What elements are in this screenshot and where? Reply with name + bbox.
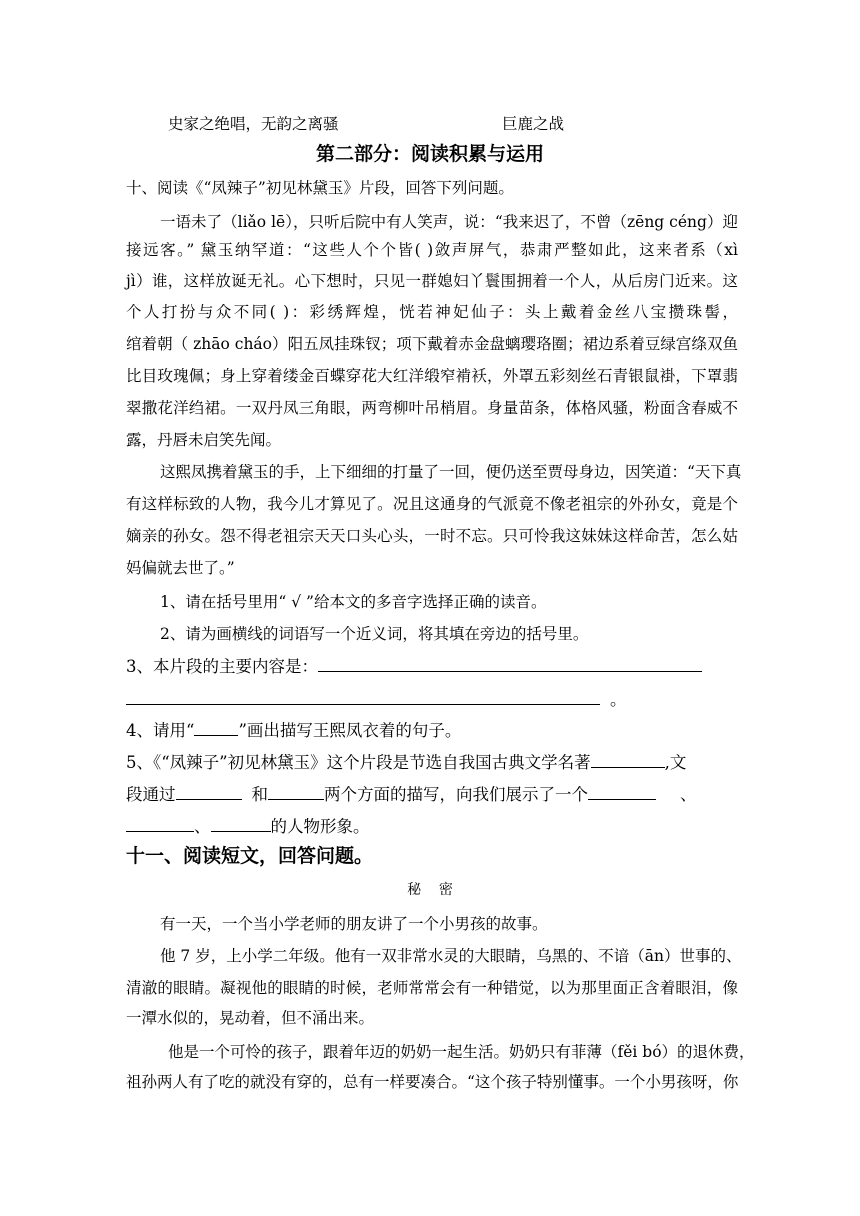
sub5-h: 的人物形象。 (270, 817, 370, 836)
part2-title: 第二部分：阅读积累与运用 (315, 143, 544, 165)
q10-p2-line: 这熙凤携着黛玉的手，上下细细的打量了一回，便仍送至贾母身边，因笑道：“天下真 (160, 463, 742, 481)
q10-p2-line: 有这样标致的人物，我今儿才算见了。况且这通身的气派竟不像老祖宗的外孙女，竟是个 (126, 495, 738, 513)
q10-p1-line: 比目玫瑰佩；身上穿着缕金百蝶穿花大红洋缎窄褃袄，外罩五彩刻丝石青银鼠褂，下罩翡 (126, 367, 738, 385)
story-line: 一潭水似的，晃动着，但不涌出来。 (126, 1009, 375, 1027)
sub4-prefix: 4、请用“ (126, 721, 195, 740)
q10-p1-line: 露，丹唇未启笑先闻。 (126, 431, 282, 449)
sub3-end: 。 (610, 690, 627, 709)
sub5-aspect1-blank[interactable] (176, 783, 242, 800)
q10-p1-line: 接远客。” 黛玉纳罕道：“这些人个个皆( )敛声屏气，恭肃严整如此，这来者系（xì (126, 241, 738, 259)
story-line: 清澈的眼睛。凝视他的眼睛的时候，老师常常会有一种错觉，以为那里面正含着眼泪，像 (126, 979, 738, 997)
sub5-a: 5、《“凤辣子”初见林黛玉》这个片段是节选自我国古典文学名著 (126, 753, 591, 772)
q10-sub3 (126, 655, 738, 677)
q10-sub4 (126, 719, 738, 741)
sub5-trait1-blank[interactable] (588, 783, 656, 800)
sub5-b: ,文 (664, 753, 687, 772)
sub5-aspect2-blank[interactable] (268, 783, 324, 800)
q10-sub5-cont (126, 783, 738, 805)
story-line: 有一天，一个当小学老师的朋友讲了一个小男孩的故事。 (160, 915, 548, 933)
q10-p1-line: 翠撒花洋绉裙。一双丹凤三角眼，两弯柳叶吊梢眉。身量苗条，体格风骚，粉面含春威不 (126, 399, 738, 417)
story-line: 他 7 岁，上小学二年级。他有一双非常水灵的大眼睛，乌黑的、不谙（ān）世事的、 (160, 947, 742, 965)
sub5-g: 、 (194, 817, 211, 836)
sub3-label: 3、本片段的主要内容是： (126, 657, 318, 676)
q10-sub5-cont2 (126, 815, 738, 837)
q10-p1-line: jì）谁，这样放诞无礼。心下想时，只见一群媳妇丫鬟围拥着一个人，从后房门近来。这 (126, 272, 738, 290)
story-title: 秘 密 (407, 882, 453, 898)
sub3-answer-blank[interactable] (318, 655, 702, 672)
top-left-text: 史家之绝唱，无韵之离骚 (168, 115, 339, 133)
q10-p2-line: 嫡亲的孙女。怨不得老祖宗天天口头心头，一时不忘。只可怜我这妹妹这样命苦，怎么姑 (126, 527, 738, 545)
sub5-trait2-blank[interactable] (126, 815, 194, 832)
sub4-suffix: ”画出描写王熙凤衣着的句子。 (238, 721, 462, 740)
q10-p1-line: 个人打扮与众不同( )：彩绣辉煌，恍若神妃仙子：头上戴着金丝八宝攒珠髻， (126, 303, 738, 321)
story-line: 祖孙两人有了吃的就没有穿的，总有一样要凑合。“这个孩子特别懂事。一个小男孩呀，你 (126, 1073, 739, 1091)
q10-title: 十、阅读《“凤辣子”初见林黛玉》片段，回答下列问题。 (126, 179, 514, 197)
q10-sub3-cont (126, 688, 738, 710)
sub4-line-sample (194, 719, 238, 736)
q10-sub5 (126, 751, 738, 773)
sub5-c: 段通过 (126, 785, 176, 804)
sub5-book-blank[interactable] (591, 751, 665, 768)
q10-sub1: 1、请在括号里用“ √ ”给本文的多音字选择正确的读音。 (160, 593, 547, 611)
q10-p2-line: 妈偏就去世了。” (126, 559, 235, 577)
sub3-answer-blank-2[interactable] (126, 688, 600, 705)
top-right-text: 巨鹿之战 (502, 115, 565, 133)
sub5-f: 、 (680, 785, 697, 804)
story-line: 他是一个可怜的孩子，跟着年迈的奶奶一起生活。奶奶只有菲薄（fěi bó）的退休费， (168, 1043, 755, 1061)
q10-p1-line: 一语未了（liǎo lē），只听后院中有人笑声，说：“我来迟了，不曾（zēng céng）迎 (160, 213, 738, 231)
sub5-trait3-blank[interactable] (211, 815, 271, 832)
q10-p1-line: 绾着朝（ zhāo cháo）阳五凤挂珠钗；项下戴着赤金盘螭璎珞圈；裙边系着豆绿宫绦双鱼 (126, 335, 738, 353)
q11-title: 十一、阅读短文，回答问题。 (126, 845, 374, 867)
sub5-e: 两个方面的描写，向我们展示了一个 (324, 785, 588, 804)
sub5-d: 和 (251, 785, 268, 804)
q10-sub2: 2、请为画横线的词语写一个近义词，将其填在旁边的括号里。 (160, 625, 589, 643)
